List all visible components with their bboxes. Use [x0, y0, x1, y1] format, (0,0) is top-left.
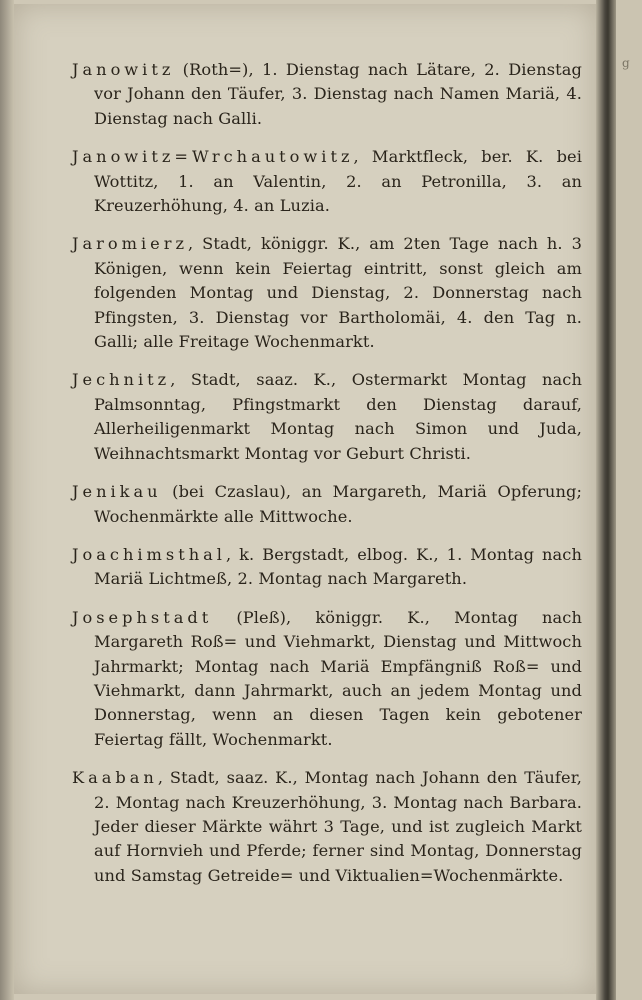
market-entry — [72, 232, 582, 354]
market-entry — [72, 543, 582, 592]
place-name: Josephstadt — [72, 607, 213, 627]
left-page-edge — [0, 0, 14, 1000]
market-entry — [72, 58, 582, 131]
entry-text: , Stadt, saaz. K., Montag nach Johann den Täufer, 2. Montag nach Kreuzerhöhung, 3. Montag nach Barbara. Jeder dieser Märkte währt 3 Tage, und ist zugleich Markt auf Hornvieh und Pferde; ferner sind Montag, Donnerstag und Samstag Getreide= und Viktualien=Wochenmärkte. — [94, 768, 582, 885]
place-name: Jaromierz — [72, 234, 188, 254]
entry-text: (Roth=), 1. Dienstag nach Lätare, 2. Dienstag vor Johann den Täufer, 3. Dienstag nach Namen Mariä, 4. Dienstag nach Galli. — [94, 60, 582, 128]
place-name: Kaaban — [72, 768, 158, 788]
market-entry — [72, 480, 582, 529]
book-gutter — [596, 0, 616, 1000]
entry-text: , k. Bergstadt, elbog. K., 1. Montag nach Mariä Lichtmeß, 2. Montag nach Margareth. — [94, 544, 582, 589]
market-entry — [72, 368, 582, 466]
entry-text: (bei Czaslau), an Margareth, Mariä Opferung; Wochenmärkte alle Mittwoche. — [94, 482, 582, 526]
entry-text: , Stadt, königgr. K., am 2ten Tage nach h. 3 Königen, wenn kein Feiertag eintritt, sonst gleich am folgenden Montag und Dienstag, 2. Donnerstag nach Pfingsten, 3. Dienstag vor Bartholomäi, 4. den Tag n. Galli; alle Freitage Wochenmarkt. — [94, 234, 582, 352]
entry-text: , Marktfleck, ber. K. bei Wottitz, 1. an Valentin, 2. an Petronilla, 3. an Kreuzerhöhung, 4. an Luzia. — [94, 147, 582, 216]
entry-text: (Pleß), königgr. K., Montag nach Margareth Roß= und Viehmarkt, Dienstag und Mittwoch Jahrmarkt; Montag nach Mariä Empfängniß Roß= und Viehmarkt, dann Jahrmarkt, auch an jedem Montag und Donnerstag, wenn an diesen Tagen kein gebotener Feiertag fällt, Wochenmarkt. — [94, 607, 582, 749]
place-name: Joachimsthal — [72, 544, 226, 564]
market-entries-list — [72, 58, 582, 902]
facing-page-edge — [616, 0, 642, 1000]
place-name: Jechnitz — [72, 370, 171, 390]
market-entry — [72, 606, 582, 752]
place-name: Jenikau — [72, 482, 162, 502]
market-entry — [72, 145, 582, 218]
book-page — [14, 4, 596, 994]
place-name: Janowitz — [72, 60, 175, 79]
place-name: Janowitz=Wrchautowitz — [72, 147, 354, 167]
entry-text: , Stadt, saaz. K., Ostermarkt Montag nach Palmsonntag, Pfingstmarkt den Dienstag darauf, Allerheiligenmarkt Montag nach Simon und Juda, Weihnachtsmarkt Montag vor Geburt Christi. — [94, 370, 582, 463]
facing-page-glyph: g — [622, 56, 630, 70]
market-entry — [72, 766, 582, 888]
